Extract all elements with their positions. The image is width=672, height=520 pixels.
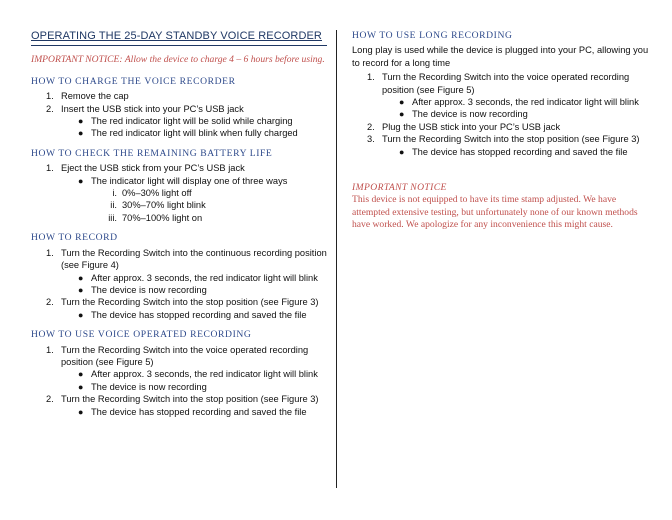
- bullet-item: [31, 381, 327, 393]
- column-divider: [336, 30, 337, 488]
- step-number: 2.: [46, 103, 54, 114]
- bullet-text: The red indicator light will be solid while charging: [91, 116, 293, 127]
- bullet-item: [352, 108, 652, 120]
- step-number: 1.: [46, 247, 54, 258]
- step-number: 1.: [46, 91, 54, 102]
- roman-text: 70%–100% light on: [122, 212, 203, 223]
- roman-numeral: iii.: [108, 212, 117, 223]
- bullet-dot-icon: ●: [78, 369, 84, 380]
- section: [31, 148, 327, 224]
- section-heading: HOW TO RECORD: [31, 232, 118, 244]
- step-number: 1.: [46, 344, 54, 355]
- bullet-dot-icon: ●: [78, 272, 84, 283]
- roman-item: [31, 212, 327, 224]
- left-column: [31, 30, 327, 426]
- bullet-item: [31, 272, 327, 284]
- right-column: [352, 30, 652, 232]
- bullet-dot-icon: ●: [78, 175, 84, 186]
- section-heading: HOW TO USE VOICE OPERATED RECORDING: [31, 329, 252, 341]
- bullet-item: [31, 368, 327, 380]
- step-text: Plug the USB stick into your PC’s USB jack: [382, 121, 561, 132]
- roman-text: 0%–30% light off: [122, 188, 192, 199]
- step-text: Remove the cap: [61, 91, 129, 102]
- left-sections: [31, 76, 327, 418]
- step-number: 1.: [367, 72, 375, 83]
- list-step: [31, 393, 327, 405]
- step-text: Insert the USB stick into your PC’s USB jack: [61, 103, 244, 114]
- roman-numeral: i.: [112, 188, 117, 199]
- step-number: 3.: [367, 134, 375, 145]
- bullet-dot-icon: ●: [399, 146, 405, 157]
- step-text: Eject the USB stick from your PC’s USB jack: [61, 163, 245, 174]
- bullet-dot-icon: ●: [399, 97, 405, 108]
- list-step: [31, 344, 327, 369]
- bullet-text: The device is now recording: [412, 109, 528, 120]
- roman-item: [31, 199, 327, 211]
- bullet-text: The device has stopped recording and saved the file: [91, 309, 307, 320]
- list-step: [31, 247, 327, 272]
- step-number: 2.: [46, 394, 54, 405]
- long-recording-steps: [352, 71, 652, 158]
- bullet-text: The device is now recording: [91, 284, 207, 295]
- section: [31, 76, 327, 140]
- section-heading: HOW TO CHECK THE REMAINING BATTERY LIFE: [31, 147, 273, 159]
- roman-numeral: ii.: [110, 200, 117, 211]
- bullet-text: The device has stopped recording and saved the file: [412, 146, 628, 157]
- bullet-text: After approx. 3 seconds, the red indicator light will blink: [412, 97, 639, 108]
- important-notice-heading: IMPORTANT NOTICE: [352, 182, 447, 194]
- section: [31, 232, 327, 321]
- bullet-item: [31, 406, 327, 418]
- step-text: Turn the Recording Switch into the stop position (see Figure 3): [61, 394, 319, 405]
- bullet-dot-icon: ●: [78, 128, 84, 139]
- bullet-text: After approx. 3 seconds, the red indicator light will blink: [91, 272, 318, 283]
- step-text: Turn the Recording Switch into the stop position (see Figure 3): [382, 134, 640, 145]
- bullet-item: [352, 96, 652, 108]
- bullet-text: The device is now recording: [91, 381, 207, 392]
- bullet-dot-icon: ●: [78, 116, 84, 127]
- step-number: 2.: [46, 297, 54, 308]
- long-recording-heading: HOW TO USE LONG RECORDING: [352, 30, 513, 41]
- bullet-dot-icon: ●: [399, 109, 405, 120]
- important-notice-top: IMPORTANT NOTICE: Allow the device to charge 4 – 6 hours before using.: [31, 54, 325, 66]
- bullet-dot-icon: ●: [78, 381, 84, 392]
- bullet-text: The red indicator light will blink when fully charged: [91, 128, 298, 139]
- bullet-dot-icon: ●: [78, 284, 84, 295]
- important-notice-text: This device is not equipped to have its time stamp adjusted. We have attempted extensive testing, but unfortunately none of our known methods have worked. We apologize for any inconvenience this might cause.: [352, 194, 638, 231]
- step-text: Turn the Recording Switch into the voice operated recording position (see Figure 5): [61, 344, 309, 367]
- list-step: [31, 103, 327, 115]
- list-step: [31, 90, 327, 102]
- list-step: [31, 162, 327, 174]
- bullet-item: [352, 146, 652, 158]
- step-text: Turn the Recording Switch into the voice operated recording position (see Figure 5): [382, 72, 630, 95]
- step-text: Turn the Recording Switch into the continuous recording position (see Figure 4): [61, 247, 327, 271]
- section: [31, 329, 327, 418]
- step-number: 2.: [367, 121, 375, 132]
- bullet-item: [31, 309, 327, 321]
- bullet-text: The device has stopped recording and saved the file: [91, 406, 307, 417]
- step-number: 1.: [46, 163, 54, 174]
- bullet-item: [31, 115, 327, 127]
- list-step: [352, 133, 652, 145]
- list-step: [352, 71, 652, 96]
- section-heading: HOW TO CHARGE THE VOICE RECORDER: [31, 75, 236, 87]
- roman-text: 30%–70% light blink: [122, 200, 206, 211]
- bullet-item: [31, 284, 327, 296]
- list-step: [352, 121, 652, 133]
- page-title: OPERATING THE 25-DAY STANDBY VOICE RECORDER: [31, 30, 327, 46]
- bullet-text: The indicator light will display one of three ways: [91, 175, 288, 186]
- bullet-dot-icon: ●: [78, 406, 84, 417]
- bullet-text: After approx. 3 seconds, the red indicator light will blink: [91, 369, 318, 380]
- bullet-item: [31, 127, 327, 139]
- bullet-dot-icon: ●: [78, 309, 84, 320]
- step-text: Turn the Recording Switch into the stop position (see Figure 3): [61, 297, 319, 308]
- long-recording-intro: Long play is used while the device is plugged into your PC, allowing you to record for a long time: [352, 45, 649, 68]
- list-step: [31, 296, 327, 308]
- roman-item: [31, 187, 327, 199]
- bullet-item: [31, 175, 327, 187]
